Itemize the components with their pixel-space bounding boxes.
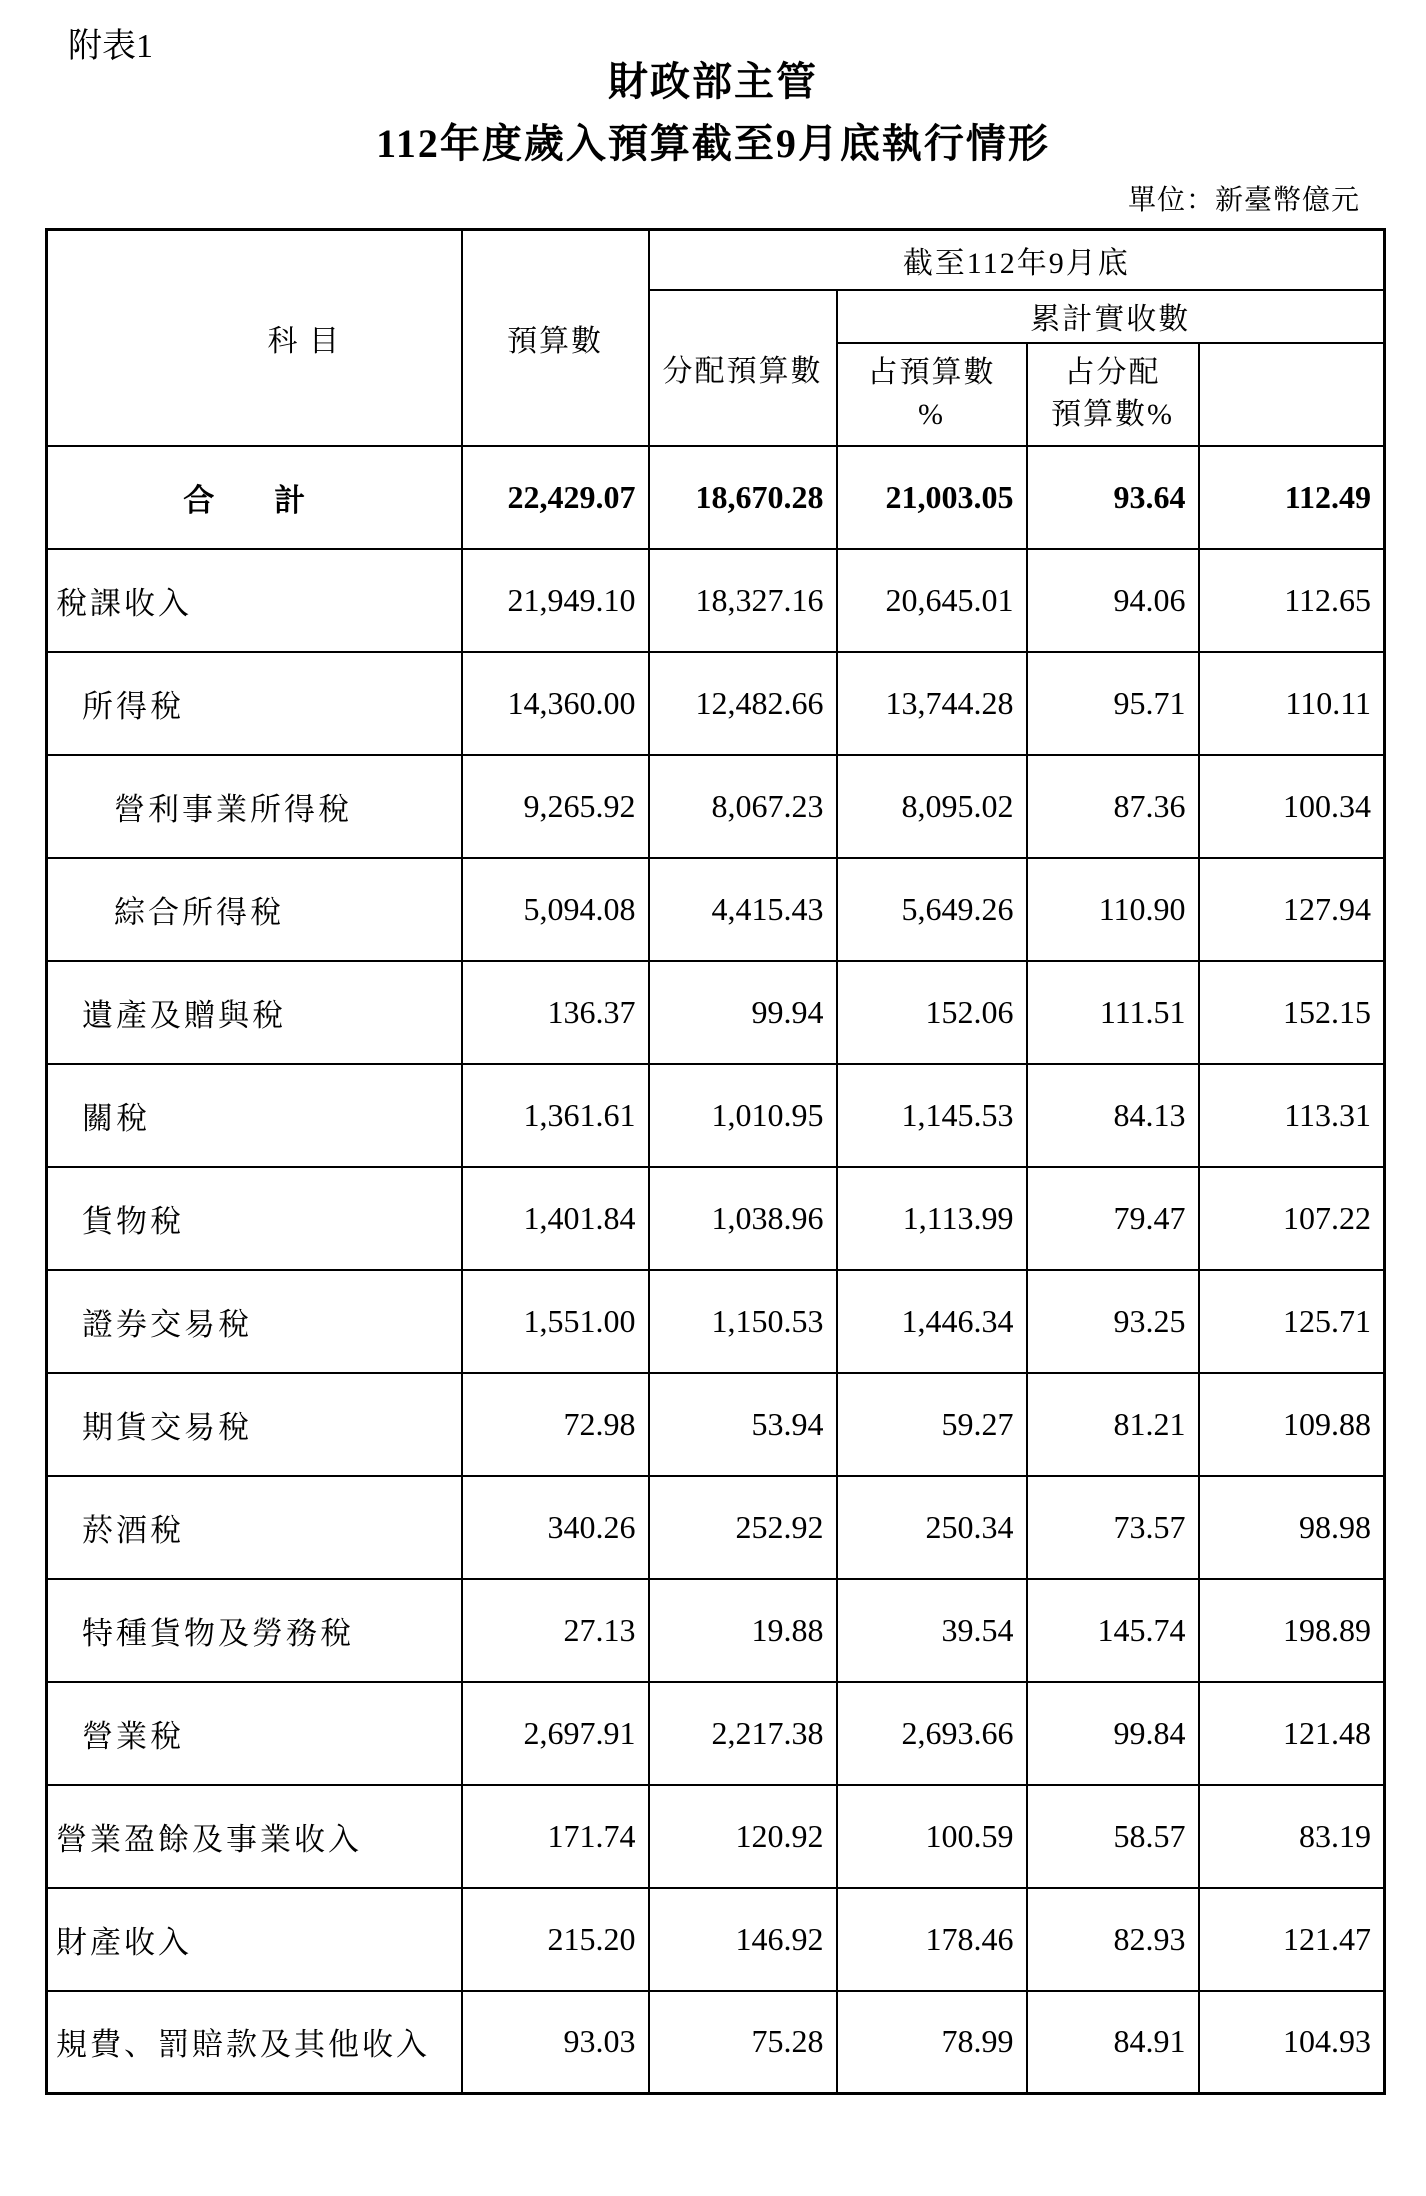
row-allocated: 120.92 — [649, 1785, 837, 1888]
row-pct-budget: 99.84 — [1027, 1682, 1199, 1785]
row-budget: 215.20 — [462, 1888, 649, 1991]
row-actual: 100.59 — [837, 1785, 1027, 1888]
row-label: 財產收入 — [47, 1888, 462, 1991]
table-row — [47, 1476, 1385, 1579]
table-row — [47, 858, 1385, 961]
row-pct-budget: 111.51 — [1027, 961, 1199, 1064]
table-row — [47, 1167, 1385, 1270]
row-actual: 59.27 — [837, 1373, 1027, 1476]
row-budget: 14,360.00 — [462, 652, 649, 755]
row-pct-alloc: 121.48 — [1199, 1682, 1385, 1785]
row-allocated: 4,415.43 — [649, 858, 837, 961]
row-budget: 1,551.00 — [462, 1270, 649, 1373]
header-pct-budget-line1: 占預算數 — [867, 356, 996, 389]
total-actual: 21,003.05 — [837, 446, 1027, 549]
row-actual: 1,145.53 — [837, 1064, 1027, 1167]
row-pct-budget: 84.13 — [1027, 1064, 1199, 1167]
table-row — [47, 1888, 1385, 1991]
row-label: 菸酒稅 — [47, 1476, 462, 1579]
row-pct-alloc: 107.22 — [1199, 1167, 1385, 1270]
table-row — [47, 1682, 1385, 1785]
row-pct-budget: 93.25 — [1027, 1270, 1199, 1373]
row-pct-budget: 94.06 — [1027, 549, 1199, 652]
header-allocated: 分配預算數 — [649, 290, 837, 446]
row-pct-alloc: 121.47 — [1199, 1888, 1385, 1991]
budget-execution-table — [45, 228, 1386, 2095]
header-pct-alloc — [1027, 343, 1199, 446]
row-label: 綜合所得稅 — [47, 858, 462, 961]
total-allocated: 18,670.28 — [649, 446, 837, 549]
table-row — [47, 1785, 1385, 1888]
row-actual: 2,693.66 — [837, 1682, 1027, 1785]
row-allocated: 252.92 — [649, 1476, 837, 1579]
row-label: 特種貨物及勞務稅 — [47, 1579, 462, 1682]
table-row — [47, 755, 1385, 858]
row-allocated: 1,010.95 — [649, 1064, 837, 1167]
row-pct-alloc: 152.15 — [1199, 961, 1385, 1064]
row-actual: 8,095.02 — [837, 755, 1027, 858]
table-row — [47, 1373, 1385, 1476]
row-pct-budget: 95.71 — [1027, 652, 1199, 755]
row-pct-budget: 84.91 — [1027, 1991, 1199, 2094]
row-pct-alloc: 112.65 — [1199, 549, 1385, 652]
row-actual: 1,113.99 — [837, 1167, 1027, 1270]
row-budget: 9,265.92 — [462, 755, 649, 858]
row-allocated: 99.94 — [649, 961, 837, 1064]
row-pct-alloc: 98.98 — [1199, 1476, 1385, 1579]
row-allocated: 19.88 — [649, 1579, 837, 1682]
total-pct-budget: 93.64 — [1027, 446, 1199, 549]
row-pct-alloc: 127.94 — [1199, 858, 1385, 961]
row-pct-budget: 110.90 — [1027, 858, 1199, 961]
row-pct-budget: 81.21 — [1027, 1373, 1199, 1476]
table-row — [47, 652, 1385, 755]
row-pct-budget: 145.74 — [1027, 1579, 1199, 1682]
header-item: 科 目 — [47, 230, 462, 446]
row-budget: 72.98 — [462, 1373, 649, 1476]
row-label: 證券交易稅 — [47, 1270, 462, 1373]
row-actual: 5,649.26 — [837, 858, 1027, 961]
header-period: 截至112年9月底 — [649, 230, 1385, 290]
row-actual: 152.06 — [837, 961, 1027, 1064]
table-row — [47, 549, 1385, 652]
row-budget: 1,401.84 — [462, 1167, 649, 1270]
row-budget: 27.13 — [462, 1579, 649, 1682]
row-actual: 39.54 — [837, 1579, 1027, 1682]
table-row — [47, 1270, 1385, 1373]
row-budget: 340.26 — [462, 1476, 649, 1579]
row-label: 營業盈餘及事業收入 — [47, 1785, 462, 1888]
row-label: 稅課收入 — [47, 549, 462, 652]
row-budget: 5,094.08 — [462, 858, 649, 961]
row-label: 營業稅 — [47, 1682, 462, 1785]
row-actual: 78.99 — [837, 1991, 1027, 2094]
row-pct-budget: 82.93 — [1027, 1888, 1199, 1991]
row-pct-budget: 73.57 — [1027, 1476, 1199, 1579]
table-row — [47, 1064, 1385, 1167]
row-label: 營利事業所得稅 — [47, 755, 462, 858]
row-pct-alloc: 113.31 — [1199, 1064, 1385, 1167]
table-row — [47, 961, 1385, 1064]
unit-label: 單位：新臺幣億元 — [1127, 185, 1360, 216]
row-allocated: 1,038.96 — [649, 1167, 837, 1270]
row-pct-alloc: 100.34 — [1199, 755, 1385, 858]
total-budget: 22,429.07 — [462, 446, 649, 549]
row-budget: 136.37 — [462, 961, 649, 1064]
row-label: 遺產及贈與稅 — [47, 961, 462, 1064]
row-pct-budget: 79.47 — [1027, 1167, 1199, 1270]
row-allocated: 18,327.16 — [649, 549, 837, 652]
row-budget: 171.74 — [462, 1785, 649, 1888]
row-budget: 93.03 — [462, 1991, 649, 2094]
report-title-department: 財政部主管 — [608, 59, 818, 104]
report-title-main: 112年度歲入預算截至9月底執行情形 — [376, 121, 1050, 166]
row-budget: 21,949.10 — [462, 549, 649, 652]
row-pct-alloc: 110.11 — [1199, 652, 1385, 755]
row-budget: 2,697.91 — [462, 1682, 649, 1785]
row-actual: 20,645.01 — [837, 549, 1027, 652]
row-pct-alloc: 83.19 — [1199, 1785, 1385, 1888]
total-row — [47, 446, 1385, 549]
annex-label: 附表1 — [68, 28, 153, 65]
row-allocated: 1,150.53 — [649, 1270, 837, 1373]
row-label: 所得稅 — [47, 652, 462, 755]
table-row — [47, 1579, 1385, 1682]
row-budget: 1,361.61 — [462, 1064, 649, 1167]
header-pct-budget-line2: % — [918, 398, 945, 431]
row-pct-budget: 58.57 — [1027, 1785, 1199, 1888]
row-allocated: 53.94 — [649, 1373, 837, 1476]
row-allocated: 2,217.38 — [649, 1682, 837, 1785]
table-row — [47, 1991, 1385, 2094]
row-allocated: 8,067.23 — [649, 755, 837, 858]
row-actual: 178.46 — [837, 1888, 1027, 1991]
row-allocated: 75.28 — [649, 1991, 837, 2094]
row-actual: 13,744.28 — [837, 652, 1027, 755]
header-actual-group: 累計實收數 — [837, 290, 1385, 343]
row-label: 規費、罰賠款及其他收入 — [47, 1991, 462, 2094]
row-pct-alloc: 125.71 — [1199, 1270, 1385, 1373]
row-pct-budget: 87.36 — [1027, 755, 1199, 858]
row-allocated: 146.92 — [649, 1888, 837, 1991]
header-budget: 預算數 — [462, 230, 649, 446]
header-pct-budget — [837, 343, 1027, 446]
row-pct-alloc: 109.88 — [1199, 1373, 1385, 1476]
row-pct-alloc: 104.93 — [1199, 1991, 1385, 2094]
row-actual: 250.34 — [837, 1476, 1027, 1579]
total-pct-alloc: 112.49 — [1199, 446, 1385, 549]
header-pct-alloc-line2: 預算數% — [1051, 398, 1174, 431]
row-allocated: 12,482.66 — [649, 652, 837, 755]
row-label: 關稅 — [47, 1064, 462, 1167]
row-label: 期貨交易稅 — [47, 1373, 462, 1476]
total-label: 合計 — [47, 446, 462, 549]
header-pct-alloc-line1: 占分配 — [1064, 356, 1161, 389]
row-pct-alloc: 198.89 — [1199, 1579, 1385, 1682]
row-label: 貨物稅 — [47, 1167, 462, 1270]
row-actual: 1,446.34 — [837, 1270, 1027, 1373]
